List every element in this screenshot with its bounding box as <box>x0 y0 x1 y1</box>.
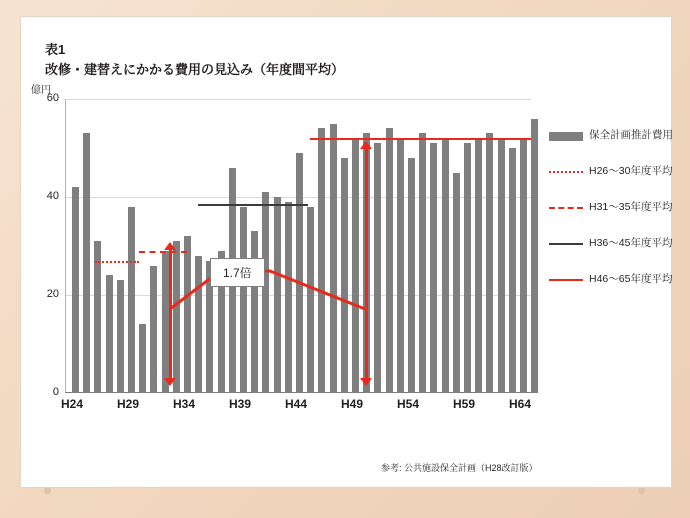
y-axis-unit: 億円 <box>31 85 51 96</box>
page-title: 表1 <box>45 42 66 57</box>
legend-label: H46〜65年度平均 <box>589 273 673 285</box>
legend-swatch-solid-red <box>549 279 583 281</box>
source-note: 参考: 公共施設保全計画（H28改訂版） <box>381 463 538 473</box>
y-tick: 40 <box>46 190 59 202</box>
plot-area <box>65 99 531 393</box>
x-tick: H64 <box>509 397 532 411</box>
legend-item-bar <box>549 125 690 161</box>
x-tick: H39 <box>229 397 252 411</box>
legend-label: H31〜35年度平均 <box>589 201 673 213</box>
x-tick: H34 <box>173 397 196 411</box>
x-tick: H54 <box>397 397 420 411</box>
decor-dot <box>44 487 51 494</box>
legend-item-dashed <box>549 197 690 233</box>
x-tick: H29 <box>117 397 140 411</box>
y-tick: 0 <box>52 386 59 398</box>
y-tick: 20 <box>46 288 59 300</box>
x-axis-labels <box>61 397 535 417</box>
legend-swatch-solid-dark <box>549 243 583 245</box>
legend-swatch-dashed <box>549 207 583 209</box>
decor-dot <box>638 487 645 494</box>
bar <box>531 119 538 393</box>
x-tick: H59 <box>453 397 476 411</box>
legend <box>549 125 690 305</box>
y-tick: 60 <box>46 92 59 104</box>
ratio-callout: 1.7倍 <box>210 258 265 287</box>
ratio-connector <box>65 99 531 393</box>
legend-swatch-bar <box>549 132 583 141</box>
legend-label: H26〜30年度平均 <box>589 165 673 177</box>
y-axis-ticks <box>37 92 59 398</box>
chart-card <box>20 16 672 488</box>
x-tick: H44 <box>285 397 308 411</box>
page-subtitle: 改修・建替えにかかる費用の見込み（年度間平均） <box>45 62 345 77</box>
legend-item-solid-red <box>549 269 690 305</box>
x-tick: H49 <box>341 397 364 411</box>
legend-item-solid-dark <box>549 233 690 269</box>
legend-item-dotted <box>549 161 690 197</box>
legend-label: 保全計画推計費用 <box>589 129 673 141</box>
legend-swatch-dotted <box>549 171 583 173</box>
legend-label: H36〜45年度平均 <box>589 237 673 249</box>
x-tick: H24 <box>61 397 84 411</box>
